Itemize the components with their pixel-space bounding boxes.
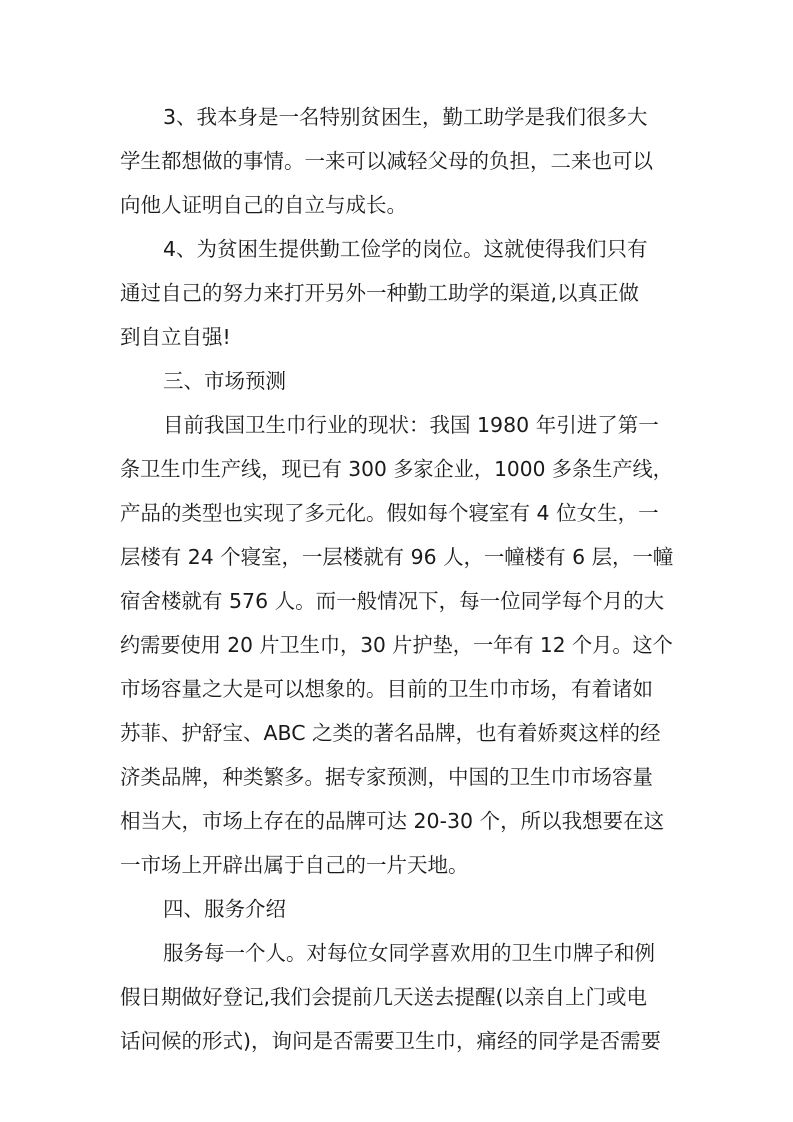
paragraph-text: 4、为贫困生提供勤工俭学的岗位。这就使得我们只有 [163, 237, 648, 261]
paragraph-text: 服务每一个人。对每位女同学喜欢用的卫生巾牌子和例 [163, 941, 655, 965]
paragraph-text: 3、我本身是一名特别贫困生，勤工助学是我们很多大 [163, 105, 648, 129]
paragraph-text: 济类品牌，种类繁多。据专家预测，中国的卫生巾市场容量 [120, 765, 653, 789]
text-line [0, 799, 793, 843]
paragraph-text: 产品的类型也实现了多元化。假如每个寝室有 4 位女生，一 [120, 501, 659, 525]
text-line [0, 975, 793, 1019]
text-line [0, 271, 793, 315]
paragraph-text: 约需要使用 20 片卫生巾，30 片护垫，一年有 12 个月。这个 [120, 633, 673, 657]
text-line [0, 403, 793, 447]
paragraph-text: 层楼有 24 个寝室，一层楼就有 96 人，一幢楼有 6 层，一幢 [120, 545, 674, 569]
text-line [0, 579, 793, 623]
text-line [0, 183, 793, 227]
section-heading: 四、服务介绍 [163, 897, 286, 921]
text-line [0, 843, 793, 887]
paragraph-text: 向他人证明自己的自立与成长。 [120, 193, 407, 217]
text-line [0, 667, 793, 711]
paragraph-text: 相当大，市场上存在的品牌可达 20-30 个，所以我想要在这 [120, 809, 665, 833]
paragraph-text: 通过自己的努力来打开另外一种勤工助学的渠道,以真正做 [120, 281, 640, 305]
text-line [0, 535, 793, 579]
paragraph-text: 到自立自强! [120, 325, 231, 349]
paragraph-text: 市场容量之大是可以想象的。目前的卫生巾市场，有着诸如 [120, 677, 653, 701]
paragraph-text: 目前我国卫生巾行业的现状：我国 1980 年引进了第一 [163, 413, 659, 437]
paragraph-text: 假日期做好登记,我们会提前几天送去提醒(以亲自上门或电 [120, 985, 648, 1009]
text-line [0, 447, 793, 491]
paragraph-text: 一市场上开辟出属于自己的一片天地。 [120, 853, 469, 877]
text-line [0, 755, 793, 799]
text-line [0, 359, 793, 403]
text-line [0, 227, 793, 271]
text-line [0, 315, 793, 359]
paragraph-text: 宿舍楼就有 576 人。而一般情况下，每一位同学每个月的大 [120, 589, 665, 613]
paragraph-text: 学生都想做的事情。一来可以减轻父母的负担，二来也可以 [120, 149, 653, 173]
text-line [0, 1019, 793, 1063]
section-heading: 三、市场预测 [163, 369, 286, 393]
paragraph-text: 话问候的形式)，询问是否需要卫生巾，痛经的同学是否需要 [120, 1029, 661, 1053]
text-line [0, 887, 793, 931]
text-line [0, 139, 793, 183]
paragraph-text: 苏菲、护舒宝、ABC 之类的著名品牌，也有着娇爽这样的经 [120, 721, 661, 745]
text-line [0, 623, 793, 667]
text-line [0, 95, 793, 139]
paragraph-text: 条卫生巾生产线，现已有 300 多家企业，1000 多条生产线， [120, 457, 673, 481]
text-line [0, 491, 793, 535]
text-line [0, 711, 793, 755]
text-line [0, 931, 793, 975]
